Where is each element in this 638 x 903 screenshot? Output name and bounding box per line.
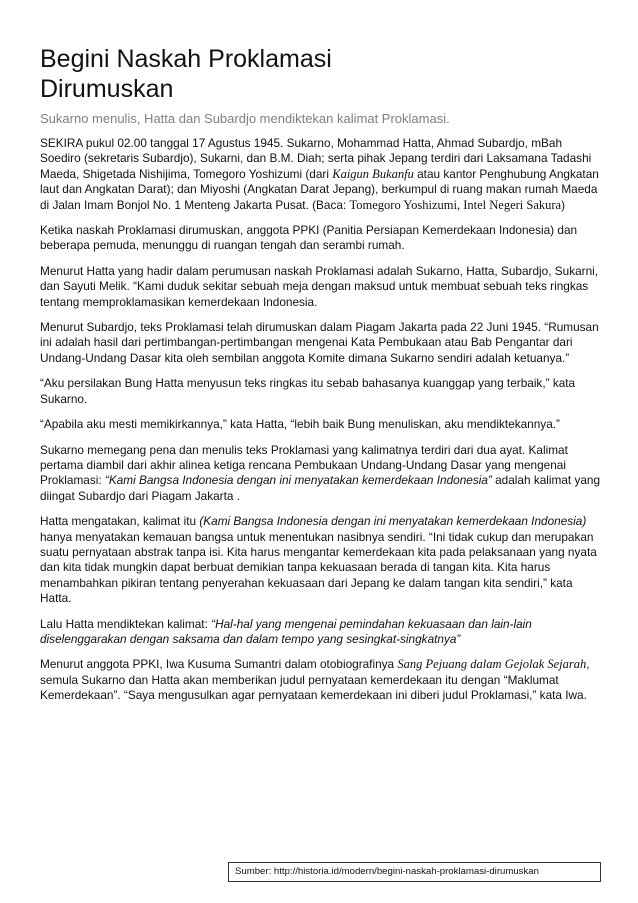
paragraph-4: Menurut Subardjo, teks Proklamasi telah dirumuskan dalam Piagam Jakarta pada 22 Juni 1945. “Rumusan ini adalah hasil dari pertimbangan-pertimbangan mengenai Kata Pembukaan atau Bab Pengantar dari Undang-Undang Dasar kita oleh sembilan anggota Komite dimana Sukarno sendiri adalah ketuanya.” [40, 320, 599, 365]
source-citation: Sumber: http://historia.id/modern/begini-naskah-proklamasi-dirumuskan [228, 862, 601, 882]
paragraph-7-text-a: Sukarno memegang pena dan menulis teks Proklamasi yang kalimatnya terdiri dari dua ayat. Kalimat pertama diambil dari akhir alinea ketiga rencana Pembukaan Undang-Undang Dasar yang mengenai Proklamasi: [40, 442, 568, 488]
paragraph-1-text-e: ) [561, 197, 566, 212]
paragraph-3: Menurut Hatta yang hadir dalam perumusan naskah Proklamasi adalah Sukarno, Hatta, Subardjo, Sukarni, dan Sayuti Melik. “Kami duduk sekitar sebuah meja dengan maksud untuk membuat sebuah teks ringkas tentang memproklamasikan kemerdekaan Indonesia. [40, 263, 599, 309]
paragraph-9-quote: “Hal-hal yang mengenai pemindahan kekuasaan dan lain-lain diselenggarakan dengan saksama dan dalam tempo yang sesingkat-singkatnya” [40, 616, 532, 646]
article-subtitle: Sukarno menulis, Hatta dan Subardjo mendiktekan kalimat Proklamasi. [40, 111, 450, 126]
paragraph-1-text-c: atau kantor Penghubung Angkatan laut dan Angkatan Darat); dan Miyoshi (Angkatan Darat Jepang), berkumpul di ruang makan rumah Maeda di Jalan Imam Bonjol No. 1 Menteng Jakarta Pusat. (Baca: [40, 166, 599, 212]
paragraph-1-reference: Tomegoro Yoshizumi, Intel Negeri Sakura [349, 197, 562, 212]
paragraph-8-text-c: hanya menyatakan kemauan bangsa untuk menentukan nasibnya sendiri. “Ini tidak cukup dan merupakan suatu pernyataan abstrak tanpa isi. Kita harus mengantar kemerdekaan kita pada pelaksanaan yang nyata dan kita tidak mungkin dapat berbuat demikian tanpa kekuasaan berada di tangan kita. Kita harus menambahkan pikiran tentang penyerahan kekuasaan dari Jepang ke dalam tangan kita sendiri,” kata Hatta. [40, 529, 597, 606]
paragraph-8-quote: (Kami Bangsa Indonesia dengan ini menyatakan kemerdekaan Indonesia) [199, 514, 587, 529]
paragraph-1 [40, 136, 602, 213]
paragraph-1-italic-term: Kaigun Bukanfu [332, 166, 414, 181]
paragraph-10-text-c: , semula Sukarno dan Hatta akan memberikan judul pernyataan kemerdekaan itu dengan “Maklumat Kemerdekaan”. “Saya mengusulkan agar pernyataan kemerdekaan ini diberi judul Proklamasi,” kata Iwa. [40, 657, 590, 703]
paragraph-10-book-title: Sang Pejuang dalam Gejolak Sejarah [397, 657, 587, 672]
paragraph-7-quote: “Kami Bangsa Indonesia dengan ini menyatakan kemerdekaan Indonesia” [104, 473, 492, 488]
paragraph-9-text-a: Lalu Hatta mendiktekan kalimat: [40, 616, 212, 631]
paragraph-1-text-a: SEKIRA pukul 02.00 tanggal 17 Agustus 1945. Sukarno, Mohammad Hatta, Ahmad Subardjo, mBah Soediro (sekretaris Subardjo), Sukarni, dan B.M. Diah; serta pihak Jepang terdiri dari Laksamana Tadashi Maeda, Shigetada Nishijima, Tomegoro Yoshizumi (dari [40, 136, 592, 181]
paragraph-10 [40, 657, 602, 703]
paragraph-10-text-a: Menurut anggota PPKI, Iwa Kusuma Sumantri dalam otobiografinya [40, 657, 398, 672]
article-title: Begini Naskah Proklamasi Dirumuskan [40, 45, 332, 103]
article [40, 44, 602, 714]
paragraph-6: “Apabila aku mesti memikirkannya,” kata Hatta, “lebih baik Bung menuliskan, aku mendiktekannya.” [40, 417, 560, 432]
paragraph-2: Ketika naskah Proklamasi dirumuskan, anggota PPKI (Panitia Persiapan Kemerdekaan Indonesia) dan beberapa pemuda, menunggu di ruangan tengah dan serambi rumah. [40, 223, 578, 253]
paragraph-9 [40, 617, 602, 648]
paragraph-7 [40, 443, 602, 505]
paragraph-5: “Aku persilakan Bung Hatta menyusun teks ringkas itu sebab bahasanya kuanggap yang terbaik,” kata Sukarno. [40, 376, 576, 406]
paragraph-7-text-c: adalah kalimat yang diingat Subardjo dari Piagam Jakarta . [40, 473, 601, 503]
paragraph-8 [40, 514, 602, 606]
paragraph-8-text-a: Hatta mengatakan, kalimat itu [40, 514, 200, 529]
